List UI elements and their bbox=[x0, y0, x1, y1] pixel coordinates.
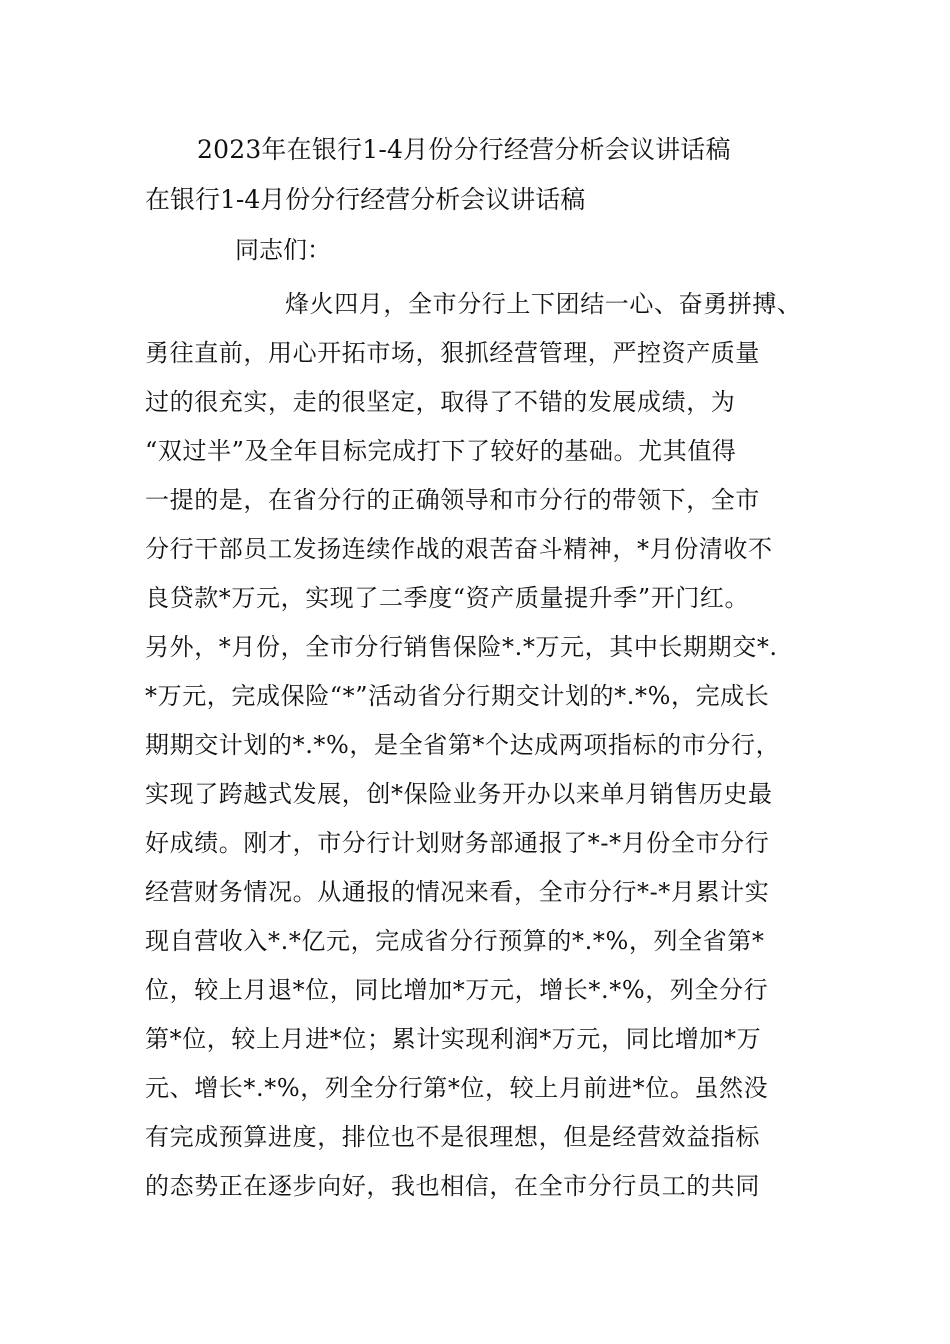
body-line: 好成绩。刚才，市分行计划财务部通报了*-*月份全市分行 bbox=[145, 829, 770, 857]
body-line: 经营财务情况。从通报的情况来看，全市分行*-*月累计实 bbox=[145, 878, 770, 906]
body-line: 的态势正在逐步向好，我也相信，在全市分行员工的共同 bbox=[145, 1172, 760, 1200]
body-line: 有完成预算进度，排位也不是很理想，但是经营效益指标 bbox=[145, 1123, 760, 1151]
body-paragraph bbox=[145, 280, 845, 1211]
body-line: *万元，完成保险“*”活动省分行期交计划的*.*%，完成长 bbox=[145, 682, 770, 710]
document-title: 2023年在银行1-4月份分行经营分析会议讲话稿 bbox=[197, 135, 731, 164]
body-line: 元、增长*.*%，列全分行第*位，较上月前进*位。虽然没 bbox=[145, 1074, 769, 1102]
body-line: 分行干部员工发扬连续作战的艰苦奋斗精神，*月份清收不 bbox=[145, 535, 773, 563]
body-line: 期期交计划的*.*%，是全省第*个达成两项指标的市分行， bbox=[145, 731, 781, 759]
salutation: 同志们： bbox=[235, 236, 331, 264]
body-line: 烽火四月，全市分行上下团结一心、奋勇拼搏、 bbox=[285, 290, 802, 318]
body-line: 良贷款*万元，实现了二季度“资产质量提升季”开门红。 bbox=[145, 584, 750, 612]
body-line: 实现了跨越式发展，创*保险业务开办以来单月销售历史最 bbox=[145, 780, 773, 808]
body-line: 另外，*月份，全市分行销售保险*.*万元，其中长期期交*. bbox=[145, 633, 778, 661]
body-line: 第*位，较上月进*位；累计实现利润*万元，同比增加*万 bbox=[145, 1025, 762, 1053]
document-subtitle: 在银行1-4月份分行经营分析会议讲话稿 bbox=[145, 185, 586, 214]
body-line: 一提的是，在省分行的正确领导和市分行的带领下，全市 bbox=[145, 486, 760, 514]
body-line: 位，较上月退*位，同比增加*万元，增长*.*%，列全分行 bbox=[145, 976, 769, 1004]
body-line: “双过半”及全年目标完成打下了较好的基础。尤其值得 bbox=[145, 437, 737, 465]
body-line: 勇往直前，用心开拓市场，狠抓经营管理，严控资产质量 bbox=[145, 339, 760, 367]
body-line: 现自营收入*.*亿元，完成省分行预算的*.*%，列全省第* bbox=[145, 927, 765, 955]
body-line: 过的很充实，走的很坚定，取得了不错的发展成绩，为 bbox=[145, 388, 736, 416]
